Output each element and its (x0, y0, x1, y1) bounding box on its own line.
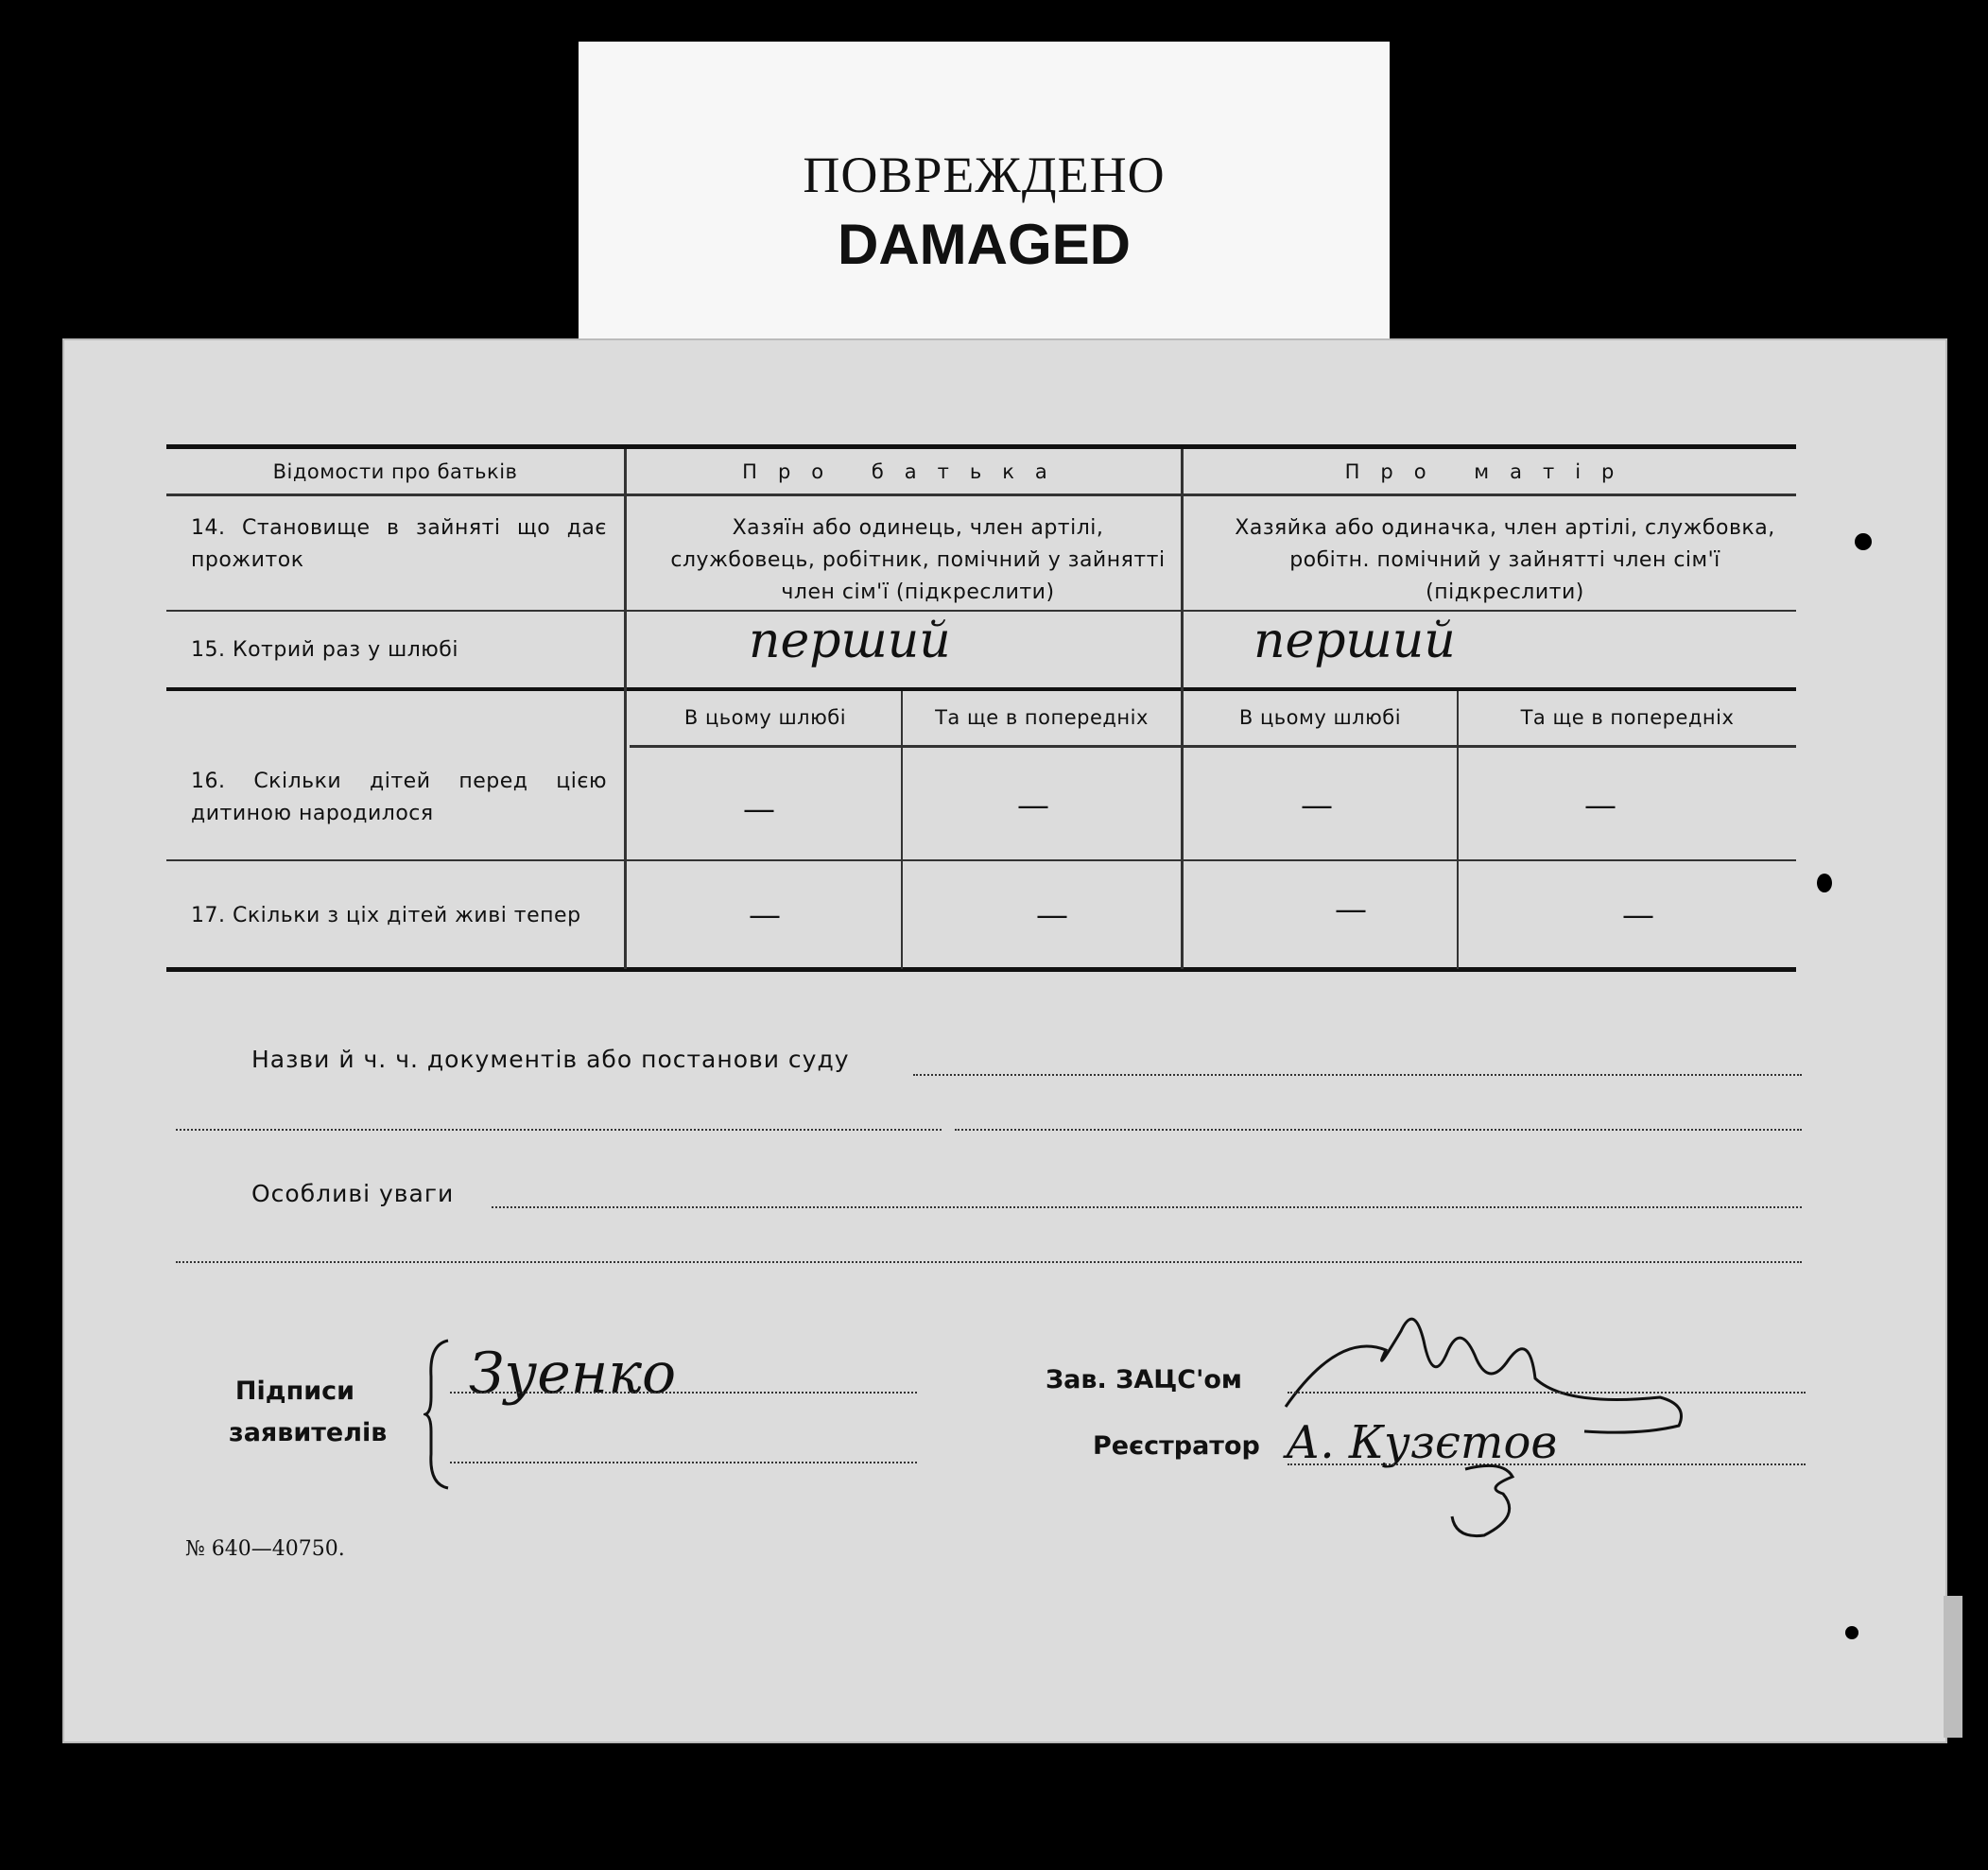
damaged-label-en: DAMAGED (838, 213, 1131, 276)
documents-label: Назви й ч. ч. документів або постанови суду (251, 1046, 850, 1073)
applicant-signature-line-1 (450, 1392, 917, 1394)
header-parents-info: Відомости про батьків (272, 460, 518, 483)
document-sheet (62, 338, 1947, 1743)
head-signature (1282, 1293, 1688, 1435)
remarks-line-2 (176, 1261, 1802, 1263)
row14-mother-text: Хазяйка або одиначка, член артілі, службовка, робітн. помічний у зайнятті член сім'ї (підкреслити) (1235, 516, 1775, 604)
row16-label: 16. Скільки дітей перед цією дитиною народилося (191, 770, 607, 825)
remarks-line-1 (492, 1206, 1802, 1208)
applicant-signature-line-2 (450, 1462, 917, 1463)
remarks-label: Особливі уваги (251, 1180, 455, 1207)
row16-mother-previous: — (1584, 787, 1616, 824)
damaged-label-card (579, 42, 1390, 344)
damage-spot-3 (1845, 1626, 1858, 1639)
head-label: Зав. ЗАЦС'ом (1046, 1365, 1242, 1394)
form-number: № 640—40750. (185, 1537, 345, 1561)
row17-father-previous: — (1036, 896, 1068, 934)
documents-line-1 (913, 1074, 1802, 1076)
row17-label: 17. Скільки з ціх дітей живі тепер (191, 904, 581, 927)
row16-father-previous: — (1017, 787, 1049, 824)
header-mother: Про матір (1344, 460, 1635, 483)
registrar-flourish (1446, 1460, 1550, 1545)
damaged-label-ru: ПОВРЕЖДЕНО (803, 147, 1166, 203)
documents-line-2a (176, 1129, 942, 1131)
row15-father-handwritten: перший (749, 613, 951, 669)
subheader-father-previous: Та ще в попередніх (935, 706, 1149, 729)
row14-bottom-rule (166, 610, 1796, 612)
row15-bottom-rule (166, 687, 1796, 691)
row17-mother-current: — (1335, 891, 1367, 928)
documents-line-2b (955, 1129, 1802, 1131)
subheader-father-current: В цьому шлюбі (683, 706, 847, 729)
row15-mother-handwritten: перший (1253, 613, 1456, 669)
sheet-edge-strip (1944, 1596, 1962, 1738)
header-father: Про батька (742, 460, 1068, 483)
applicants-brace (424, 1339, 452, 1490)
row16-mother-current: — (1301, 787, 1333, 824)
subheader-mother-previous: Та ще в попередніх (1520, 706, 1735, 729)
subheader-mother-current: В цьому шлюбі (1238, 706, 1402, 729)
applicants-signature-label: Підписи заявителів (229, 1377, 388, 1447)
registrar-signature: А. Кузєтов (1286, 1416, 1558, 1469)
row14-label: 14. Становище в зайняті що дає прожиток (191, 516, 607, 572)
row17-father-current: — (749, 896, 781, 934)
damage-spot-1 (1855, 533, 1872, 550)
col-divider-1 (624, 449, 627, 969)
header-bottom-rule (166, 493, 1796, 496)
row16-bottom-rule (166, 859, 1796, 861)
damage-spot-2 (1817, 874, 1832, 892)
row14-father-text: Хазяїн або одинець, член артілі, службовець, робітник, помічний у зайнятті член сім'ї (підкреслити) (670, 516, 1166, 604)
table-bottom-rule (166, 967, 1796, 972)
row15-label: 15. Котрий раз у шлюбі (191, 638, 458, 662)
applicant-signature: Зуенко (469, 1341, 677, 1407)
subheader-bottom-rule (630, 745, 1796, 748)
row17-mother-previous: — (1622, 896, 1654, 934)
table-top-rule (166, 444, 1796, 449)
head-signature-line (1288, 1392, 1806, 1394)
row16-father-current: — (743, 790, 775, 828)
registrar-label: Реєстратор (1093, 1431, 1260, 1461)
